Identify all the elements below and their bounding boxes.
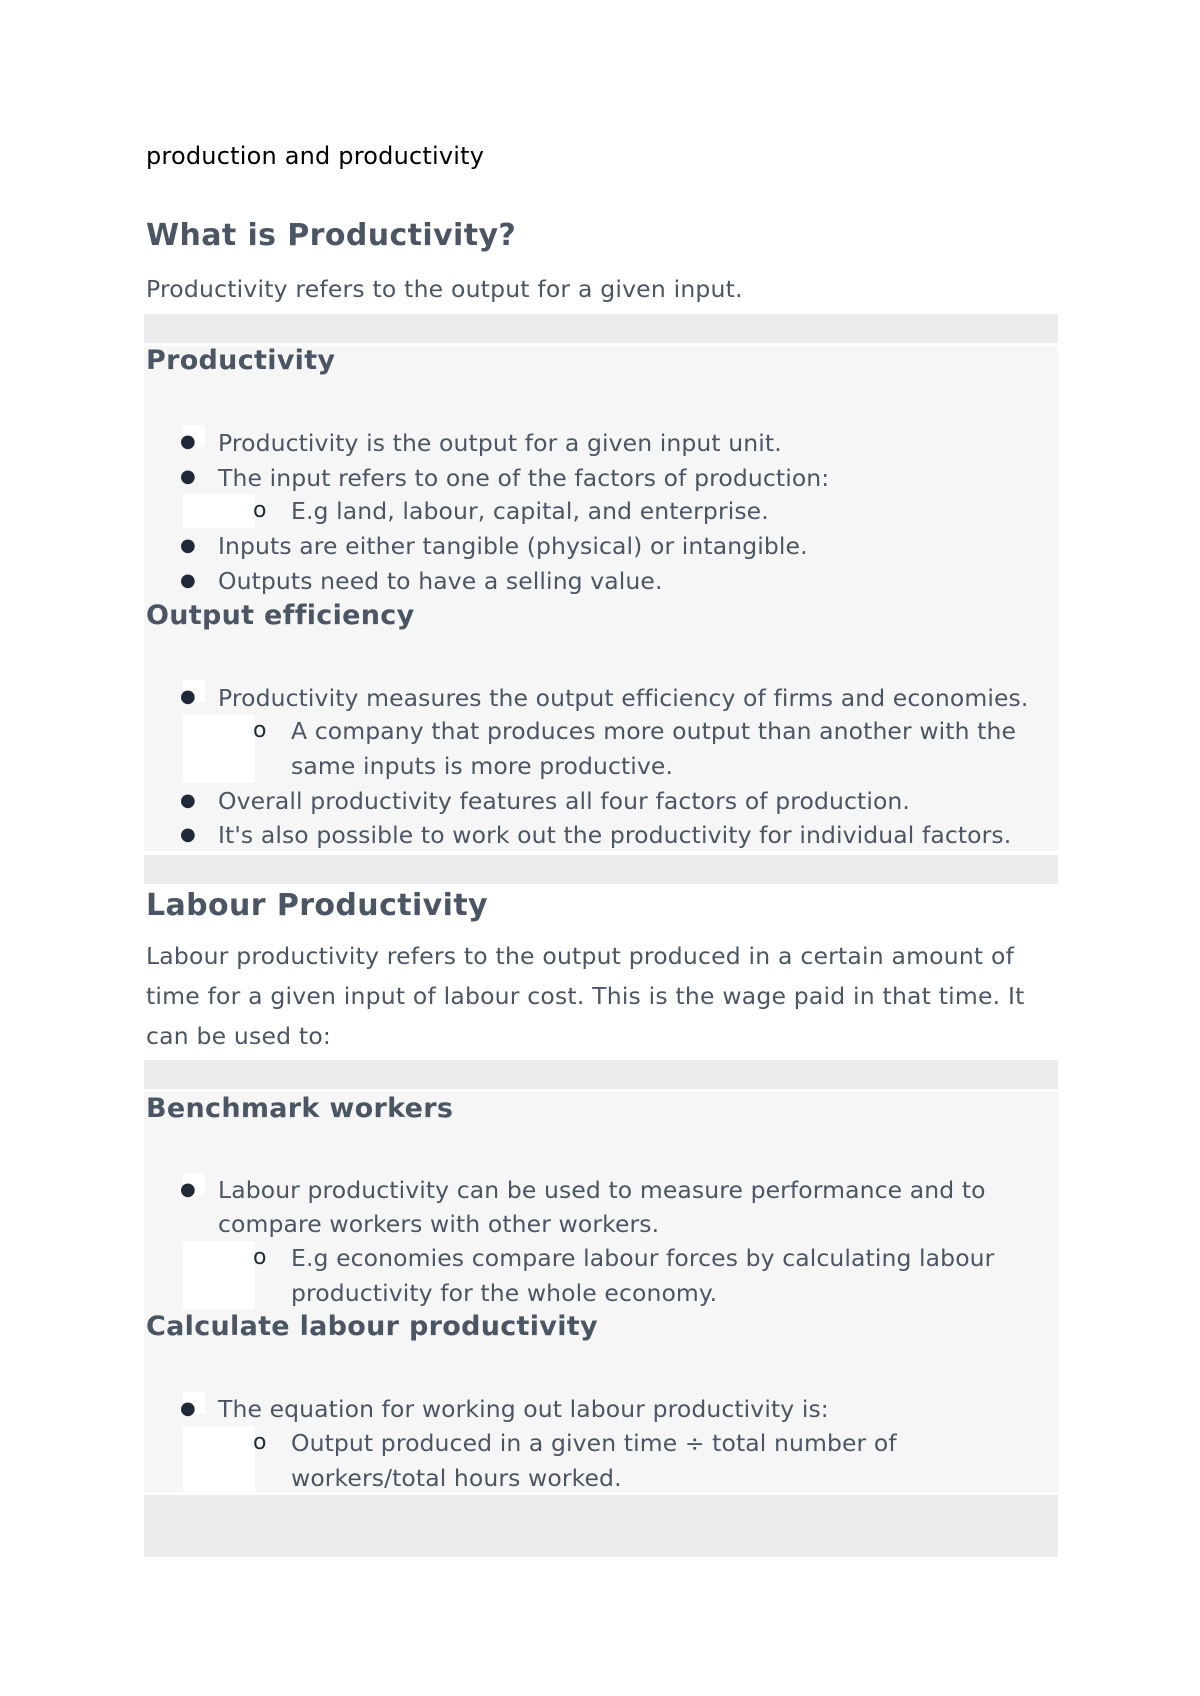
list-item: Labour productivity can be used to measure performance and to	[218, 1176, 986, 1204]
heading-output-efficiency: Output efficiency	[146, 600, 415, 631]
list-item: Outputs need to have a selling value.	[218, 567, 663, 595]
list-item: A company that produces more output than another with the	[291, 717, 1017, 745]
bullet-icon: ●	[180, 466, 196, 487]
bullet-icon: ●	[180, 824, 196, 845]
heading-calculate-labour-productivity: Calculate labour productivity	[146, 1311, 598, 1342]
circle-bullet-icon: o	[253, 1430, 267, 1455]
bullet-icon: ●	[180, 1398, 196, 1419]
bullet-icon: ●	[180, 431, 196, 452]
panel-header-bar	[144, 1060, 1058, 1089]
indent-highlight	[183, 1241, 255, 1309]
list-item: E.g economies compare labour forces by calculating labour	[291, 1244, 995, 1272]
heading-productivity: Productivity	[146, 345, 336, 376]
bullet-icon: ●	[180, 686, 196, 707]
list-item-continuation: same inputs is more productive.	[291, 752, 674, 780]
circle-bullet-icon: o	[253, 718, 267, 743]
document-title: production and productivity	[146, 142, 485, 170]
list-item: Productivity measures the output efficiency of firms and economies.	[218, 684, 1029, 712]
circle-bullet-icon: o	[253, 498, 267, 523]
heading-labour-productivity: Labour Productivity	[146, 888, 489, 923]
bullet-icon: ●	[180, 535, 196, 556]
productivity-intro: Productivity refers to the output for a given input.	[146, 275, 743, 303]
list-item: The equation for working out labour productivity is:	[218, 1395, 829, 1423]
indent-highlight	[183, 494, 255, 528]
list-item-continuation: workers/total hours worked.	[291, 1464, 622, 1492]
indent-highlight	[183, 715, 255, 783]
indent-highlight	[183, 1426, 255, 1494]
panel-header-bar	[144, 314, 1058, 343]
panel-footer-bar	[144, 1495, 1058, 1557]
bullet-icon: ●	[180, 790, 196, 811]
list-item: Output produced in a given time ÷ total number of	[291, 1429, 897, 1457]
heading-benchmark-workers: Benchmark workers	[146, 1093, 454, 1124]
list-item-continuation: productivity for the whole economy.	[291, 1279, 718, 1307]
list-item: It's also possible to work out the productivity for individual factors.	[218, 821, 1012, 849]
list-item: The input refers to one of the factors of production:	[218, 464, 830, 492]
bullet-icon: ●	[180, 570, 196, 591]
list-item: Productivity is the output for a given input unit.	[218, 429, 782, 457]
list-item: Overall productivity features all four factors of production.	[218, 787, 910, 815]
list-item-continuation: compare workers with other workers.	[218, 1210, 660, 1238]
labour-intro-line: can be used to:	[146, 1022, 332, 1050]
panel-footer-bar	[144, 855, 1058, 884]
list-item: Inputs are either tangible (physical) or intangible.	[218, 532, 808, 560]
heading-what-is-productivity: What is Productivity?	[146, 218, 517, 253]
bullet-icon: ●	[180, 1179, 196, 1200]
labour-intro-line: time for a given input of labour cost. This is the wage paid in that time. It	[146, 982, 1025, 1010]
labour-intro-line: Labour productivity refers to the output produced in a certain amount of	[146, 942, 1015, 970]
list-item: E.g land, labour, capital, and enterprise.	[291, 497, 769, 525]
circle-bullet-icon: o	[253, 1245, 267, 1270]
